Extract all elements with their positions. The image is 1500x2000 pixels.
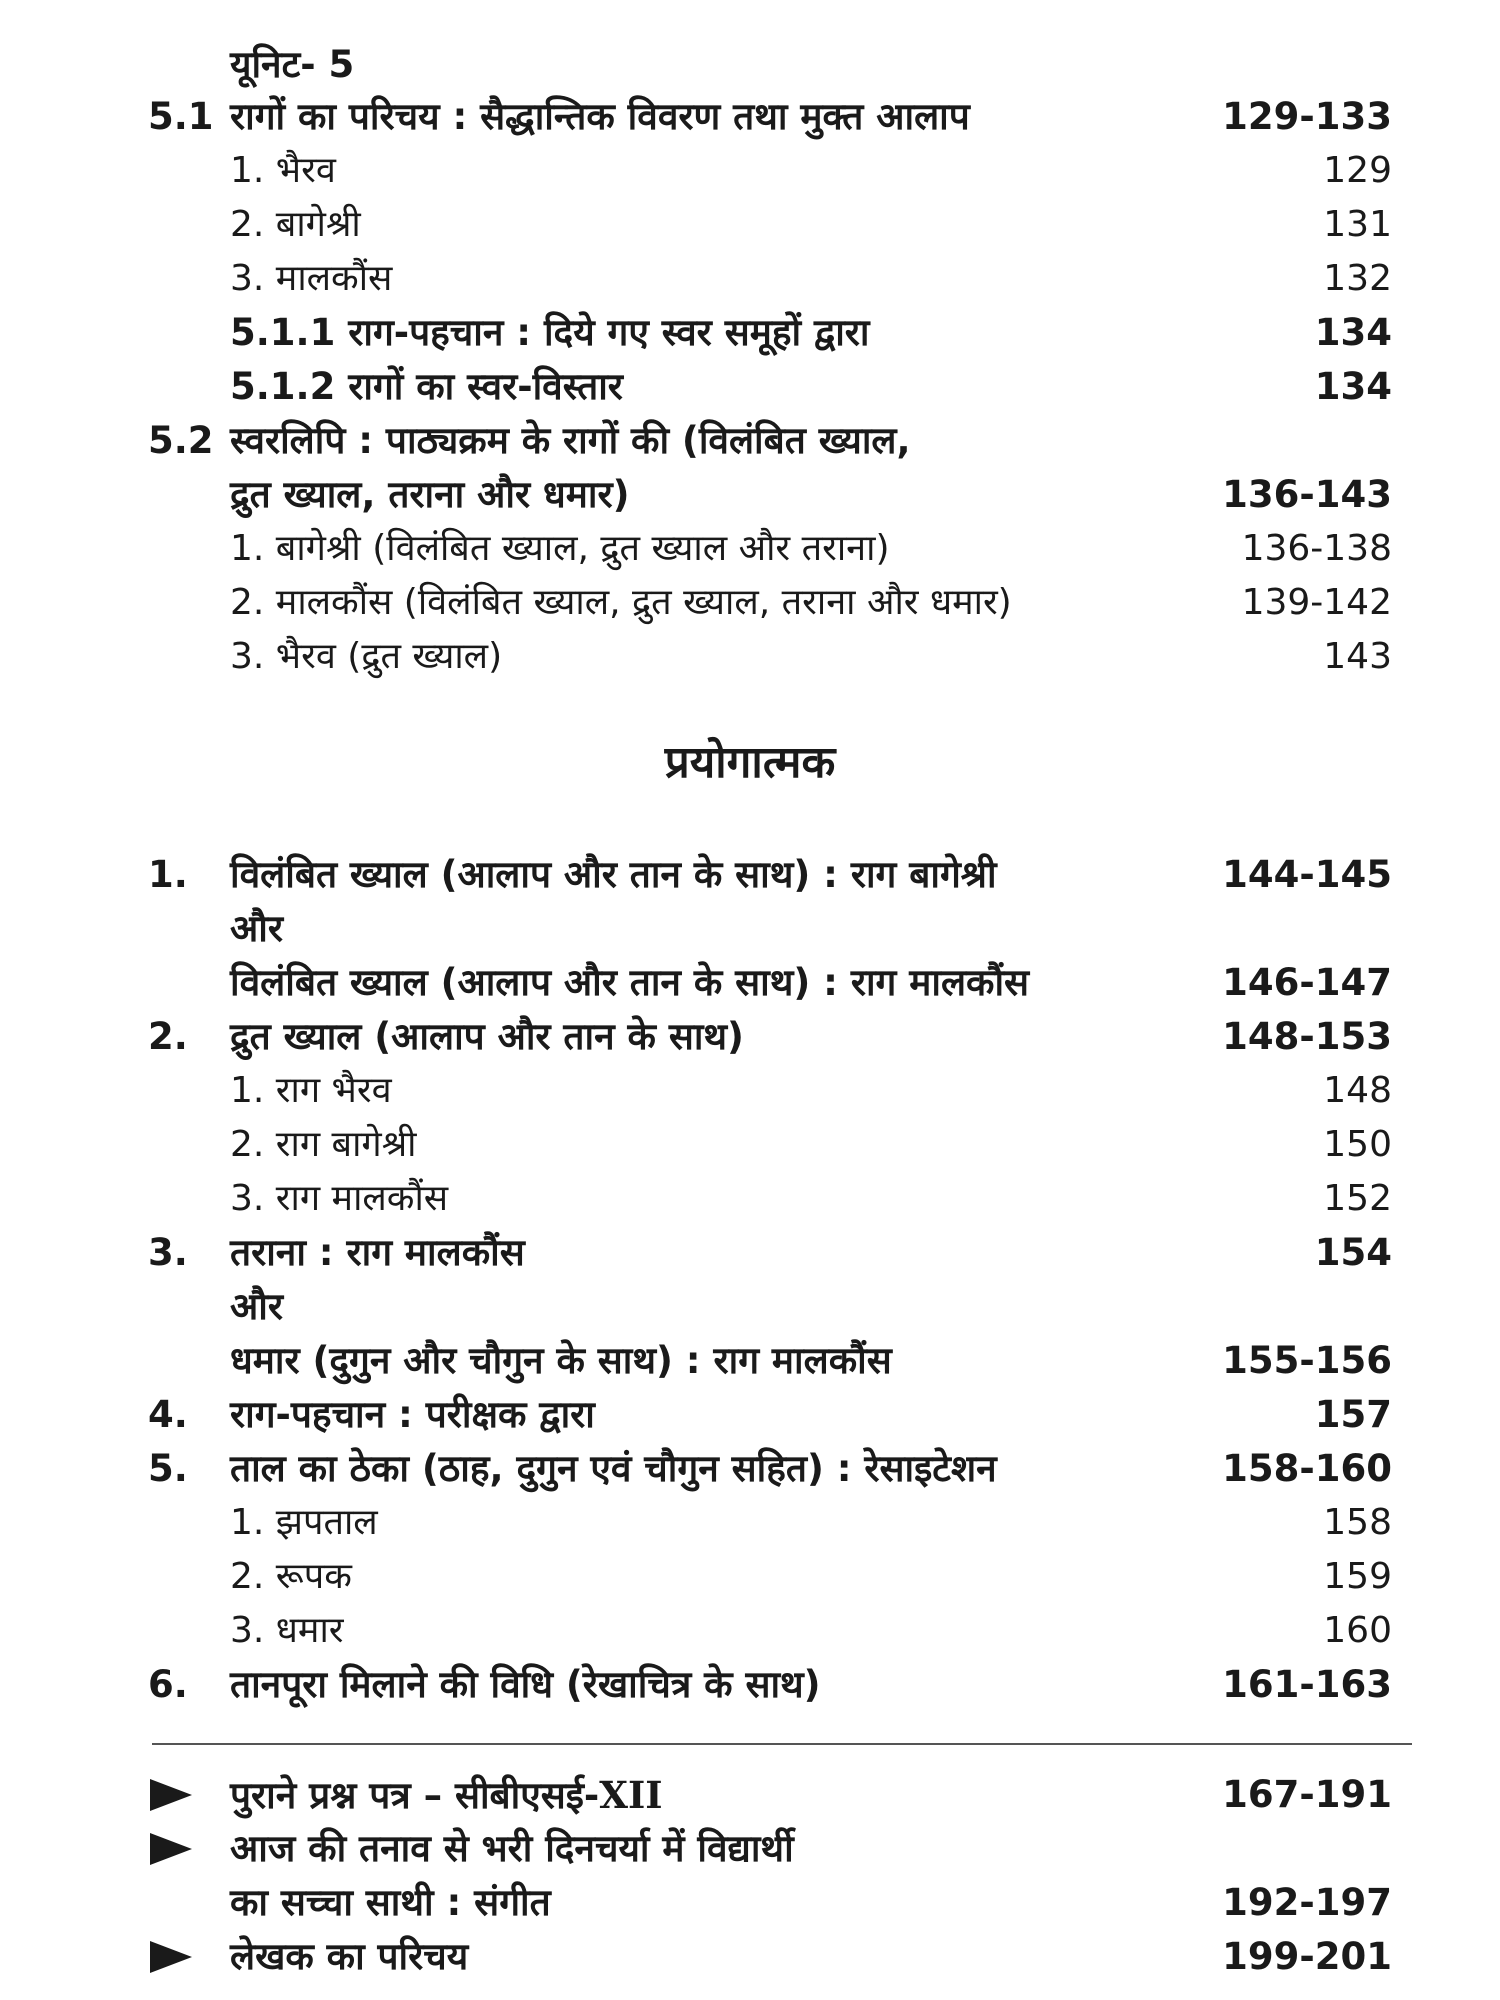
entry-pages: 192-197 [1222, 1881, 1392, 1924]
subitem-page: 143 [1323, 636, 1392, 677]
subitem-page: 158 [1323, 1502, 1392, 1543]
toc-subitem[interactable] [0, 578, 1500, 628]
toc-subitem[interactable] [0, 1066, 1500, 1116]
toc-practical-3b[interactable] [0, 1336, 1500, 1386]
toc-practical-1[interactable] [0, 850, 1500, 900]
entry-title-line1: आज की तनाव से भरी दिनचर्या में विद्यार्थी [230, 1827, 794, 1870]
entry-pages: 134 [1314, 311, 1392, 354]
subitem-page: 150 [1323, 1124, 1392, 1165]
entry-number: 6. [148, 1663, 188, 1706]
entry-pages: 154 [1314, 1231, 1392, 1274]
entry-number: 1. [148, 853, 188, 896]
entry-number: 3. [148, 1231, 188, 1274]
toc-practical-3[interactable] [0, 1228, 1500, 1278]
toc-entry-5-1[interactable] [0, 92, 1500, 142]
subitem-label: 3. भैरव (द्रुत ख्याल) [230, 636, 503, 677]
subitem-page: 131 [1323, 204, 1392, 245]
section-divider [152, 1743, 1412, 1745]
subitem-page: 129 [1323, 150, 1392, 191]
entry-number: 2. [148, 1015, 188, 1058]
entry-title: राग-पहचान : परीक्षक द्वारा [230, 1393, 595, 1436]
toc-connector [0, 1282, 1500, 1332]
entry-title-class: XII [599, 1773, 663, 1817]
toc-subitem[interactable] [0, 1552, 1500, 1602]
entry-pages: 129-133 [1222, 95, 1392, 138]
entry-title-line1: स्वरलिपि : पाठ्यक्रम के रागों की (विलंबित ख्याल, [230, 419, 911, 462]
subitem-page: 148 [1323, 1070, 1392, 1111]
toc-practical-4[interactable] [0, 1390, 1500, 1440]
entry-title: तानपूरा मिलाने की विधि (रेखाचित्र के साथ) [230, 1663, 821, 1706]
entry-title: लेखक का परिचय [230, 1935, 469, 1978]
subitem-label: 2. मालकौंस (विलंबित ख्याल, द्रुत ख्याल, तराना और धमार) [230, 582, 1012, 623]
toc-practical-1b[interactable] [0, 958, 1500, 1008]
entry-pages: 146-147 [1222, 961, 1392, 1004]
subitem-label: 1. झपताल [230, 1502, 378, 1543]
toc-practical-5[interactable] [0, 1444, 1500, 1494]
subitem-label: 1. भैरव [230, 150, 336, 191]
entry-title: रागों का परिचय : सैद्धान्तिक विवरण तथा मुक्त आलाप [230, 95, 970, 138]
subitem-label: 2. रूपक [230, 1556, 352, 1597]
subitem-label: 3. मालकौंस [230, 258, 393, 299]
entry-title-hindi: पुराने प्रश्न पत्र – सीबीएसई- [230, 1774, 600, 1817]
entry-title: 5.1.2 रागों का स्वर-विस्तार [230, 365, 623, 408]
entry-pages: 136-143 [1222, 473, 1392, 516]
entry-title: विलंबित ख्याल (आलाप और तान के साथ) : राग बागेश्री [230, 853, 997, 896]
entry-title: विलंबित ख्याल (आलाप और तान के साथ) : राग मालकौंस [230, 961, 1030, 1004]
subitem-label: 3. धमार [230, 1610, 344, 1651]
toc-connector [0, 904, 1500, 954]
practical-heading: प्रयोगात्मक [664, 737, 836, 788]
toc-subitem[interactable] [0, 1174, 1500, 1224]
toc-subitem[interactable] [0, 1498, 1500, 1548]
entry-title [230, 1770, 663, 1821]
entry-title-line2: द्रुत ख्याल, तराना और धमार) [230, 473, 630, 516]
entry-pages: 155-156 [1222, 1339, 1392, 1382]
toc-entry-5-2-cont[interactable] [0, 470, 1500, 520]
subitem-label: 1. राग भैरव [230, 1070, 392, 1111]
entry-title: धमार (दुगुन और चौगुन के साथ) : राग मालकौंस [230, 1339, 892, 1382]
subitem-page: 132 [1323, 258, 1392, 299]
subitem-page: 139-142 [1241, 582, 1392, 623]
subitem-page: 152 [1323, 1178, 1392, 1219]
entry-number: 5.1 [148, 95, 214, 138]
entry-title: 5.1.1 राग-पहचान : दिये गए स्वर समूहों द्वारा [230, 311, 870, 354]
toc-practical-2[interactable] [0, 1012, 1500, 1062]
toc-practical-6[interactable] [0, 1660, 1500, 1710]
toc-subitem[interactable] [0, 632, 1500, 682]
toc-extra-question-papers[interactable] [0, 1770, 1500, 1820]
subitem-page: 160 [1323, 1610, 1392, 1651]
toc-subitem[interactable] [0, 146, 1500, 196]
toc-subitem[interactable] [0, 200, 1500, 250]
toc-subitem[interactable] [0, 254, 1500, 304]
connector-text: और [230, 1285, 283, 1328]
toc-entry-5-1-2[interactable] [0, 362, 1500, 412]
toc-entry-5-1-1[interactable] [0, 308, 1500, 358]
toc-entry-5-2[interactable] [0, 416, 1500, 466]
subitem-label: 3. राग मालकौंस [230, 1178, 449, 1219]
subitem-label: 2. बागेश्री [230, 204, 361, 245]
subitem-label: 1. बागेश्री (विलंबित ख्याल, द्रुत ख्याल और तराना) [230, 528, 890, 569]
subitem-label: 2. राग बागेश्री [230, 1124, 417, 1165]
entry-pages: 134 [1314, 365, 1392, 408]
entry-pages: 167-191 [1222, 1773, 1392, 1816]
toc-extra-author-intro[interactable] [0, 1932, 1500, 1982]
toc-subitem[interactable] [0, 1606, 1500, 1656]
entry-pages: 144-145 [1222, 853, 1392, 896]
entry-pages: 157 [1314, 1393, 1392, 1436]
entry-number: 5.2 [148, 419, 214, 462]
entry-number: 5. [148, 1447, 188, 1490]
toc-extra-music-companion[interactable] [0, 1824, 1500, 1874]
entry-title-line2: का सच्चा साथी : संगीत [230, 1881, 551, 1924]
entry-title: द्रुत ख्याल (आलाप और तान के साथ) [230, 1015, 744, 1058]
entry-pages: 161-163 [1222, 1663, 1392, 1706]
connector-text: और [230, 907, 283, 950]
entry-number: 4. [148, 1393, 188, 1436]
entry-pages: 158-160 [1222, 1447, 1392, 1490]
entry-title: तराना : राग मालकौंस [230, 1231, 525, 1274]
toc-subitem[interactable] [0, 1120, 1500, 1170]
entry-title: ताल का ठेका (ठाह, दुगुन एवं चौगुन सहित) : रेसाइटेशन [230, 1447, 997, 1490]
unit-title: यूनिट- 5 [230, 43, 355, 86]
entry-pages: 199-201 [1222, 1935, 1392, 1978]
entry-pages: 148-153 [1222, 1015, 1392, 1058]
toc-subitem[interactable] [0, 524, 1500, 574]
toc-extra-music-companion-cont[interactable] [0, 1878, 1500, 1928]
unit-title-row [0, 40, 1500, 90]
subitem-page: 136-138 [1241, 528, 1392, 569]
subitem-page: 159 [1323, 1556, 1392, 1597]
